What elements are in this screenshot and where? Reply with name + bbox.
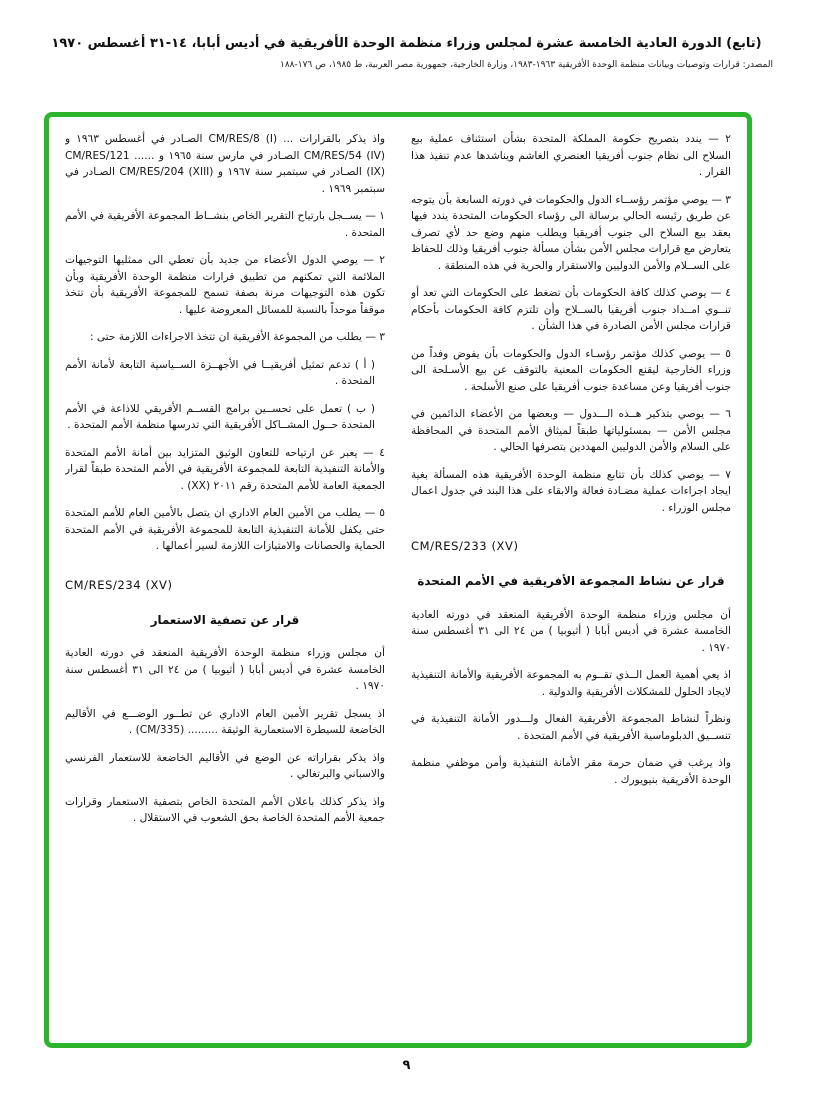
paragraph: اذ يسجل تقرير الأمين العام الاداري عن تطــور الوضـــع في الأقاليم الخاضعة للسيطرة الاستعمارية الوثيقة ......... (CM/335) . (65, 707, 385, 737)
paragraph: واذ يذكر بقراراته عن الوضع في الأقاليم الخاضعة للاستعمار الفرنسي والاسباني والبرتغالي . (65, 751, 385, 781)
paragraph: ٢ — يندد بتصريح حكومة المملكة المتحدة بشأن استئناف عملية بيع السلاح الى نظام جنوب أفريقيا العنصري الغاشم ويناشدها عدم تنفيذ هذا القرار . (411, 133, 731, 179)
paragraph: واذ يذكر كذلك باعلان الأمم المتحدة الخاص بتصفية الاستعمار وقرارات جمعية الأمم المتحدة الخاصة بحق الشعوب في الاستقلال . (65, 795, 385, 825)
two-column-layout (65, 131, 731, 1033)
paragraph: واذ يذكر بالقرارات ... CM/RES/8 (I) الصـادر في أغسطس ١٩٦٣ و CM/RES/54 (IV) الصـادر في مارس سنة ١٩٦٥ و ...... CM/RES/121 (IX) الصـادر في سبتمبر سنة ١٩٦٧ و CM/RES/204 (XIII) الصـادر في سبتمبر ١٩٦٩ . (65, 133, 385, 195)
resolution-code-233: CM/RES/233 (XV) (411, 539, 519, 554)
paragraph: ٦ — يوصي بتذكير هــذه الـــدول — وبعضها من الأعضاء الدائمين في مجلس الأمن — بمسئولياتها طبقاً لميثاق الأمم المتحدة في المحافظة على السلام والأمن الدوليين المهددين بتصرفها الحالي . (411, 408, 731, 454)
paragraph: ١ — يســجل بارتياح التقرير الخاص بنشــاط المجموعة الأفريقية في الأمم المتحدة . (65, 210, 385, 239)
paragraph: ٧ — يوصي كذلك بأن تتابع منظمة الوحدة الأفريقية هذه المسألة بغية ايجاد اجراءات عملية مضـادة فعالة والابقاء على هذا البند في جدول اعمال مجلس الوزراء . (411, 468, 731, 514)
paragraph: ونظراً لنشاط المجموعة الأفريقية الفعال ولـــدور الأمانة التنفيذية في تنســيق الدبلوماسية الأفريقية في الأمم المتحدة . (411, 713, 731, 742)
paragraph: اذ يعي أهمية العمل الــذي تقــوم به المجموعة الأفريقية والأمانة التنفيذية لايجاد الحلول للمشكلات الأفريقية والدولية . (411, 669, 731, 698)
resolution-code-234: CM/RES/234 (XV) (65, 577, 173, 592)
paragraph: ٢ — يوصي الدول الأعضاء من جديد بأن تعطي الى ممثليها التوجيهات الملائمة التي تمكنهم من تطبيق قرارات منظمة الوحدة الأفريقية وبأن تكون هذه التوجيهات مرنة بصفة تسمح للمجموعة الأفريقية بأن تتخذ موقفاً موحداً بالنسبة للمسائل المعروضة عليها . (65, 254, 385, 316)
header-source-line: المصدر: قرارات وتوصيات وبيانات منظمة الوحدة الأفريقية ١٩٦٣-١٩٨٣، وزارة الخارجية، جمهورية مصر العربية، ط ١٩٨٥، ص ١٧٦-١٨٨ (280, 60, 773, 70)
paragraph: أن مجلس وزراء منظمة الوحدة الأفريقية المنعقد في دورته العادية الخامسة عشرة في أديس أبابا ( أثيوبيا ) من ٢٤ الى ٣١ أغسطس سنة ١٩٧٠ . (411, 608, 731, 654)
header-title: (تابع) الدورة العادية الخامسة عشرة لمجلس وزراء منظمة الوحدة الأفريقية في أديس أبابا، ١٤-٣١ أغسطس ١٩٧٠ (51, 36, 762, 51)
paragraph: ٣ — يوصي مؤتمر رؤســاء الدول والحكومات في دورته السابعة بأن يتوجه عن طريق رئيسه الحالي برسالة الى رؤساء الحكومات المتحدة يندد فيها بعقد بيع السلاح الى جنوب أفريقيا ويطلب منهم وضع حد لأي تصرف يتعارض مع قرارات مجلس الأمن بشأن مسألة جنوب أفريقيا وذلك للحفاظ على الســلام والأمن الدوليين والاستقرار والحرية في هذه المنطقة . (411, 193, 731, 272)
paragraph: ٤ — يعبر عن ارتياحه للتعاون الوثيق المتزايد بين أمانة الأمم المتحدة والأمانة التنفيذية التابعة للمجموعة الأفريقية في الأمم المتحدة طبقاً لقرار الجمعية العامة للأمم المتحدة رقم ٢٠١١ (XX) . (65, 446, 385, 492)
highlight-box (44, 112, 752, 1048)
paragraph: ٥ — يوصي كذلك مؤتمر رؤسـاء الدول والحكومات بأن يفوض وفداً من وزراء الخارجية ليقنع الحكومات المعنية بالتوقف عن بيع الأسـلحة الى جنوب أفريقيا وعن مساعدة جنوب أفريقيا على صنع الأسلحة . (411, 347, 731, 393)
column-left (65, 131, 385, 1033)
paragraph: ٤ — يوصي كذلك كافة الحكومات بأن تضغط على الحكومات التي تعد أو تنــوي امــداد جنوب أفريقيا بالســلاح وأن تلتزم كافة الحكومات بأحكام قرارات مجلس الأمن الصادرة في هذا الشأن . (411, 287, 731, 333)
paragraph: واذ يرغب في ضمان حرمة مقر الأمانة التنفيذية وأمن موظفي منظمة الوحدة الأفريقية بنيويورك . (411, 757, 731, 786)
paragraph: ٥ — يطلب من الأمين العام الاداري ان يتصل بالأمين العام للأمم المتحدة حتى يكفل للأمانة التنفيذية التابعة للمجموعة الأفريقية في الأمم المتحدة الحماية والحصانات والامتيازات اللازمة لسير أعمالها . (65, 507, 385, 553)
paragraph: أن مجلس وزراء منظمة الوحدة الأفريقية المنعقد في دورته العادية الخامسة عشرة في أديس أبابا ( أثيوبيا ) من ٢٤ الى ٣١ أغسطس سنة ١٩٧٠ . (65, 647, 385, 693)
resolution-title-234: قرار عن تصفية الاستعمار (150, 612, 300, 627)
paragraph-subitem-b: ( ب ) تعمل على تحســين برامج القســم الأفريقي للاذاعة في الأمم المتحدة حــول المشــاكل الأفريقية التي تدرسها منظمة الأمم المتحدة . (65, 402, 375, 432)
paragraph-subitem-a: ( أ ) تدعم تمثيل أفريقيــا في الأجهــزة الســياسية التابعة لأمانة الأمم المتحدة . (65, 358, 375, 388)
page-number: ٩ (402, 1058, 411, 1073)
paragraph: ٣ — يطلب من المجموعة الأفريقية ان تتخذ الاجراءات اللازمة حتى : (89, 331, 385, 344)
resolution-title-233: قرار عن نشاط المجموعة الأفريقية في الأمم المتحدة (417, 574, 725, 589)
column-right (411, 131, 731, 1033)
